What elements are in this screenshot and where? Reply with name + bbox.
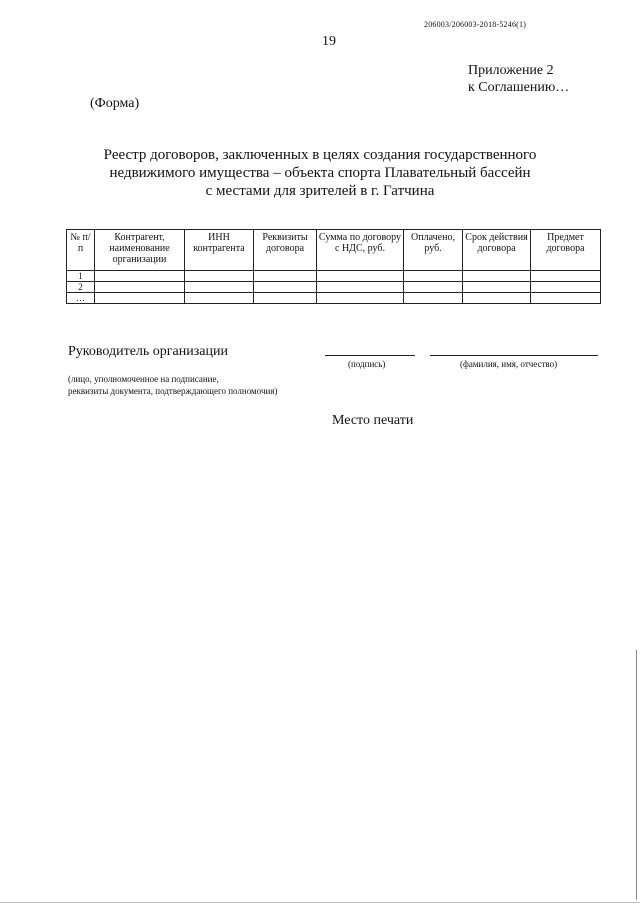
col-header-subject: Предмет договора <box>531 230 601 271</box>
contracts-registry-table <box>66 229 601 304</box>
signature-caption: (подпись) <box>348 359 386 369</box>
col-header-term: Срок действия договора <box>463 230 531 271</box>
head-of-organization-label: Руководитель организации <box>68 344 228 359</box>
table-row <box>67 271 601 282</box>
col-header-number: № п/п <box>67 230 95 271</box>
table-row <box>67 293 601 304</box>
row-number: … <box>67 293 95 304</box>
appendix-note <box>468 62 569 96</box>
row-number: 2 <box>67 282 95 293</box>
page-number: 19 <box>322 34 336 49</box>
col-header-inn: ИНН контрагента <box>185 230 254 271</box>
table-header-row <box>67 230 601 271</box>
authorized-person-note <box>68 373 277 397</box>
title-line-2: недвижимого имущества – объекта спорта Плавательный бассейн <box>109 165 531 181</box>
appendix-line-1: Приложение 2 <box>468 63 554 78</box>
form-label: (Форма) <box>90 96 140 111</box>
col-header-paid: Оплачено, руб. <box>404 230 463 271</box>
full-name-caption: (фамилия, имя, отчество) <box>460 359 558 369</box>
scan-edge-line <box>636 650 637 900</box>
full-name-line <box>430 355 598 356</box>
table-row <box>67 282 601 293</box>
authorized-line-1: (лицо, уполномоченное на подписание, <box>68 374 219 384</box>
title-line-1: Реестр договоров, заключенных в целях создания государственного <box>103 147 537 163</box>
stamp-place-label: Место печати <box>332 413 414 428</box>
col-header-counterparty: Контрагент, наименование организации <box>95 230 185 271</box>
document-id: 206003/206003-2018-5246(1) <box>424 20 527 29</box>
title-line-3: с местами для зрителей в г. Гатчина <box>205 183 435 199</box>
scan-bottom-edge <box>0 902 640 903</box>
col-header-details: Реквизиты договора <box>254 230 317 271</box>
col-header-amount: Сумма по договору с НДС, руб. <box>317 230 404 271</box>
appendix-line-2: к Соглашению… <box>468 80 570 95</box>
row-number: 1 <box>67 271 95 282</box>
document-title <box>80 146 560 200</box>
signature-line <box>325 355 415 356</box>
authorized-line-2: реквизиты документа, подтверждающего полномочия) <box>68 386 278 396</box>
